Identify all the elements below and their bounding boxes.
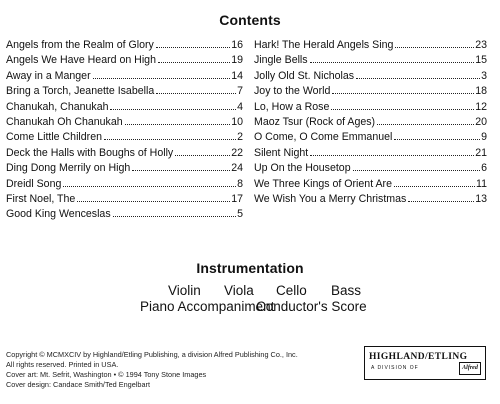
publisher-logo-division: A DIVISION OF	[371, 365, 419, 371]
toc-entry-title: Chanukah Oh Chanukah	[6, 115, 123, 128]
toc-entry	[6, 84, 243, 99]
toc-entry-page: 7	[237, 85, 243, 98]
copyright-credits	[6, 350, 298, 390]
toc-entry-title: Jingle Bells	[254, 54, 308, 67]
toc-entry	[254, 100, 487, 115]
toc-dot-leader	[394, 139, 480, 140]
toc-entry	[254, 69, 487, 84]
contents-left-column	[6, 38, 243, 223]
toc-entry-title: Jolly Old St. Nicholas	[254, 69, 355, 82]
toc-entry	[6, 192, 243, 207]
toc-entry	[6, 130, 243, 145]
toc-entry	[254, 161, 487, 176]
toc-entry-title: Angels We Have Heard on High	[6, 54, 156, 67]
toc-entry	[6, 69, 243, 84]
toc-entry	[254, 146, 487, 161]
toc-entry-title: Lo, How a Rose	[254, 100, 330, 113]
toc-entry-title: Deck the Halls with Boughs of Holly	[6, 146, 174, 159]
toc-entry	[6, 115, 243, 130]
toc-entry-title: Hark! The Herald Angels Sing	[254, 39, 394, 51]
toc-entry	[254, 84, 487, 99]
toc-dot-leader	[408, 201, 474, 202]
toc-dot-leader	[156, 93, 236, 94]
toc-dot-leader	[356, 78, 480, 79]
instrument-conductors-score: Conductor's Score	[256, 299, 367, 314]
toc-entry-page: 8	[237, 177, 243, 190]
toc-entry	[254, 130, 487, 145]
toc-entry-page: 20	[475, 115, 487, 128]
toc-dot-leader	[310, 155, 474, 156]
toc-dot-leader	[63, 186, 236, 187]
toc-entry-page: 14	[231, 69, 243, 82]
toc-entry	[6, 207, 243, 222]
toc-dot-leader	[175, 155, 230, 156]
toc-entry-page: 23	[475, 39, 487, 51]
toc-entry	[6, 146, 243, 161]
toc-dot-leader	[332, 93, 474, 94]
toc-entry-title: Good King Wenceslas	[6, 208, 111, 221]
toc-dot-leader	[125, 124, 231, 125]
publisher-logo-name: HIGHLAND/ETLING	[369, 352, 468, 362]
cover-art-line: Cover art: Mt. Sefrit, Washington • © 1994 Tony Stone Images	[6, 370, 207, 379]
toc-entry-title: We Wish You a Merry Christmas	[254, 192, 407, 205]
toc-entry-page: 4	[237, 100, 243, 113]
toc-entry-page: 10	[231, 115, 243, 128]
toc-dot-leader	[310, 62, 475, 63]
toc-dot-leader	[377, 124, 474, 125]
toc-entry	[254, 115, 487, 130]
rights-line: All rights reserved. Printed in USA.	[6, 360, 119, 369]
toc-entry	[6, 161, 243, 176]
toc-entry-page: 17	[231, 192, 243, 205]
instrument-violin: Violin	[168, 283, 201, 298]
toc-entry-page: 12	[475, 100, 487, 113]
toc-entry-page: 13	[475, 192, 487, 205]
toc-entry-page: 16	[231, 39, 243, 51]
toc-entry-page: 18	[475, 85, 487, 98]
cover-design-line: Cover design: Candace Smith/Ted Engelbart	[6, 380, 150, 389]
toc-entry-page: 11	[476, 177, 487, 190]
contents-heading: Contents	[219, 12, 281, 28]
toc-entry-title: Bring a Torch, Jeanette Isabella	[6, 85, 155, 98]
copyright-line: Copyright © MCMXCIV by Highland/Etling Publishing, a division Alfred Publishing Co., Inc.	[6, 350, 298, 359]
toc-entry-page: 21	[475, 146, 487, 159]
toc-entry-page: 9	[481, 131, 487, 144]
toc-entry	[254, 192, 487, 207]
contents-right-column	[254, 38, 487, 207]
toc-entry-title: First Noel, The	[6, 192, 76, 205]
toc-dot-leader	[77, 201, 230, 202]
toc-entry-title: We Three Kings of Orient Are	[254, 177, 392, 190]
toc-entry-title: Silent Night	[254, 146, 309, 159]
toc-entry	[254, 53, 487, 68]
toc-entry-title: Joy to the World	[254, 85, 331, 98]
toc-dot-leader	[113, 216, 236, 217]
instrument-cello: Cello	[276, 283, 307, 298]
toc-entry-page: 6	[481, 162, 487, 175]
alfred-logo-mark: Alfred	[459, 362, 481, 375]
toc-entry	[254, 38, 487, 53]
toc-dot-leader	[104, 139, 236, 140]
toc-entry-page: 5	[237, 208, 243, 221]
toc-entry-title: O Come, O Come Emmanuel	[254, 131, 393, 144]
toc-entry-title: Ding Dong Merrily on High	[6, 162, 131, 175]
toc-entry-page: 3	[481, 69, 487, 82]
toc-entry-title: Come Little Children	[6, 131, 102, 144]
toc-dot-leader	[353, 170, 481, 171]
toc-dot-leader	[331, 109, 474, 110]
toc-dot-leader	[394, 186, 475, 187]
toc-entry	[6, 177, 243, 192]
toc-dot-leader	[156, 47, 230, 48]
toc-entry-page: 15	[475, 54, 487, 67]
toc-entry	[254, 177, 487, 192]
toc-entry-title: Angels from the Realm of Glory	[6, 39, 154, 51]
toc-dot-leader	[110, 109, 236, 110]
toc-entry-title: Up On the Housetop	[254, 162, 351, 175]
toc-dot-leader	[395, 47, 474, 48]
toc-entry	[6, 53, 243, 68]
toc-entry-title: Chanukah, Chanukah	[6, 100, 109, 113]
instrument-viola: Viola	[224, 283, 254, 298]
toc-dot-leader	[132, 170, 230, 171]
toc-entry-page: 19	[231, 54, 243, 67]
toc-entry-title: Away in a Manger	[6, 69, 91, 82]
toc-dot-leader	[158, 62, 230, 63]
toc-entry-page: 22	[231, 146, 243, 159]
toc-entry-title: Dreidl Song	[6, 177, 62, 190]
toc-entry	[6, 100, 243, 115]
publisher-logo	[364, 346, 486, 380]
instrumentation-heading: Instrumentation	[196, 260, 304, 276]
instrument-bass: Bass	[331, 283, 362, 298]
instrument-piano-accompaniment: Piano Accompaniment	[140, 299, 275, 314]
toc-entry-page: 24	[231, 162, 243, 175]
toc-dot-leader	[93, 78, 231, 79]
toc-entry-title: Maoz Tsur (Rock of Ages)	[254, 115, 376, 128]
toc-entry-page: 2	[237, 131, 243, 144]
toc-entry	[6, 38, 243, 53]
